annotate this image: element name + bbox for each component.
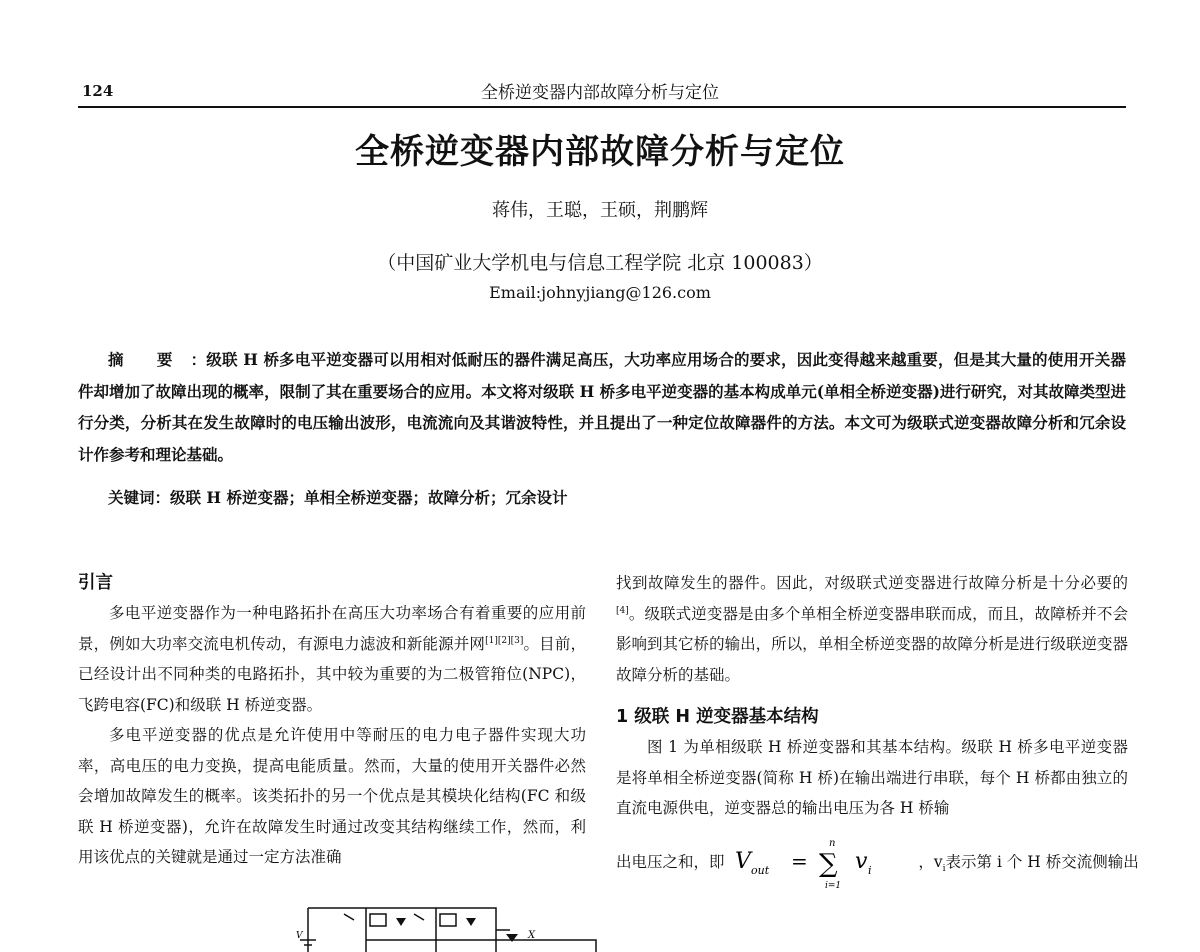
igbt-icon	[370, 914, 386, 926]
diode-icon	[506, 934, 518, 942]
formula-vout-sub: out	[751, 863, 770, 877]
paragraph-text: 。目前，已经设计出不同种类的电路拓扑，其中较为重要的为二极管箝位(NPC)，飞跨电容(FC)和级联 H 桥逆变器。	[78, 634, 586, 714]
figure-label-x: X	[528, 930, 536, 941]
sum-formula	[731, 836, 911, 890]
paragraph: 图 1 为单相级联 H 桥逆变器和其基本结构。级联 H 桥多电平逆变器是将单相全桥逆变器(简称 H 桥)在输出端进行串联，每个 H 桥都由独立的直流电源供电，逆变器总的输出电压为各 H 桥输	[616, 738, 1128, 817]
email: Email:johnyjiang@126.com	[489, 283, 711, 302]
sum-icon: ∑	[819, 848, 839, 879]
formula-equals: =	[791, 848, 809, 873]
affiliation: （中国矿业大学机电与信息工程学院 北京 100083）	[377, 252, 823, 274]
abstract	[78, 344, 1126, 470]
formula-sum-bottom: i=1	[825, 880, 842, 890]
abstract-text: ：级联 H 桥多电平逆变器可以用相对低耐压的器件满足高压，大功率应用场合的要求，因此变得越来越重要，但是其大量的使用开关器件却增加了故障出现的概率，限制了其在重要场合的应用。本文将对级联 H 桥多电平逆变器的基本构成单元(单相全桥逆变器)进行研究，对其故障类型进行分类，分析其在发生故障时的电压输出波形，电流流向及其谐波特性，并且提出了一种定位故障器件的方法。本文可为级联式逆变器故障分析和冗余设计作参考和理论基础。	[78, 350, 1126, 464]
formula-line	[616, 826, 1139, 890]
abstract-label: 摘 要	[108, 350, 187, 369]
paragraph: 多电平逆变器的优点是允许使用中等耐压的电力电子器件实现大功率，高电压的电力变换，提高电能质量。然而，大量的使用开关器件必然会增加故障发生的概率。该类拓扑的另一个优点是其模块化结构(FC 和级联 H 桥逆变器)，允许在故障发生时通过改变其结构继续工作，然而，利用该优点的关键就是通过一定方法准确	[78, 726, 586, 866]
right-column	[616, 568, 1139, 890]
formula-vi: v	[855, 848, 868, 874]
running-title: 全桥逆变器内部故障分析与定位	[481, 83, 719, 103]
figure-label-vdc: V	[296, 931, 303, 941]
paragraph-text: 。级联式逆变器是由多个单相全桥逆变器串联而成，而且，故障桥并不会影响到其它桥的输出，所以，单相全桥逆变器的故障分析是进行级联逆变器故障分析的基础。	[616, 604, 1128, 684]
igbt-icon	[440, 914, 456, 926]
circuit-wire	[344, 914, 424, 920]
formula-sum-top: n	[829, 837, 836, 849]
section-heading-intro: 引言	[78, 573, 113, 593]
keywords: 关键词：级联 H 桥逆变器；单相全桥逆变器；故障分析；冗余设计	[108, 488, 568, 507]
header-rule	[78, 106, 1126, 108]
paragraph-text: 多电平逆变器作为一种电路拓扑在高压大功率场合有着重要的应用前景，例如大功率交流电机传动，有源电力滤波和新能源并网	[78, 604, 586, 653]
section-heading-1: 1 级联 H 逆变器基本结构	[616, 707, 819, 727]
circuit-figure	[296, 900, 616, 952]
formula	[616, 836, 1139, 890]
paper-title: 全桥逆变器内部故障分析与定位	[355, 132, 845, 172]
formula-vout: V	[735, 848, 752, 874]
left-column	[78, 568, 586, 873]
circuit-wire	[308, 908, 496, 952]
formula-tail-sub: i	[942, 863, 946, 874]
citation: [4]	[616, 605, 629, 616]
diode-icon	[396, 918, 406, 926]
citation: [1][2][3]	[485, 635, 524, 646]
formula-lead: 出电压之和，即	[616, 852, 725, 871]
authors: 蒋伟，王聪，王硕，荆鹏辉	[492, 200, 708, 221]
page-number: 124	[82, 82, 114, 100]
formula-tail: ，v	[918, 852, 943, 871]
paragraph-text: 找到故障发生的器件。因此，对级联式逆变器进行故障分析是十分必要的	[616, 574, 1128, 592]
paragraph	[78, 598, 586, 720]
formula-vi-sub: i	[868, 863, 872, 877]
formula-rest: 表示第 i 个 H 桥交流侧输出	[945, 852, 1139, 871]
diode-icon	[466, 918, 476, 926]
paragraph	[616, 568, 1128, 690]
circuit-wire	[366, 940, 596, 952]
